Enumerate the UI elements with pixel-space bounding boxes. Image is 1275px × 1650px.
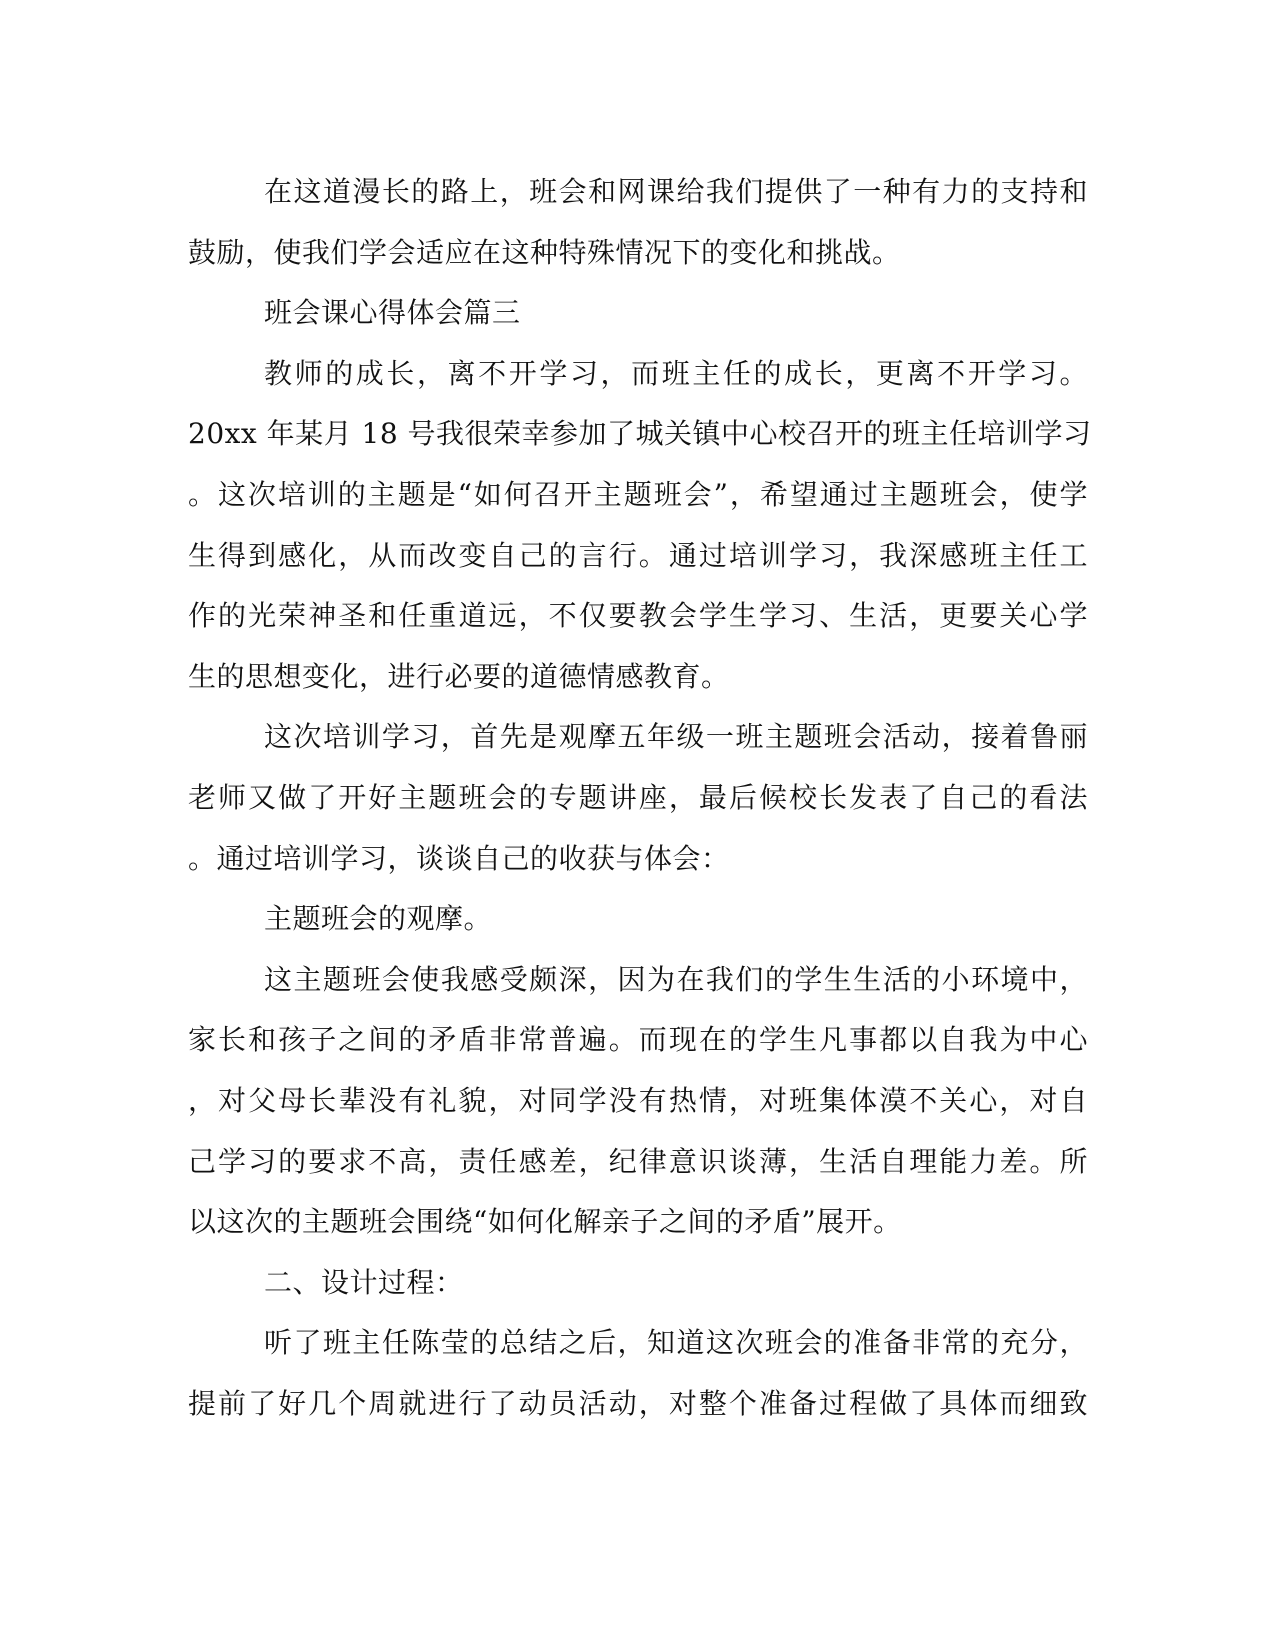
paragraph-line: 生得到感化，从而改变自己的言行。通过培训学习，我深感班主任工 (188, 538, 1088, 572)
paragraph-line: 提前了好几个周就进行了动员活动，对整个准备过程做了具体而细致 (188, 1386, 1088, 1420)
paragraph-line: 这次培训学习，首先是观摩五年级一班主题班会活动，接着鲁丽 (264, 720, 1088, 754)
section-heading: 二、设计过程： (264, 1265, 464, 1299)
paragraph-line: 教师的成长，离不开学习，而班主任的成长，更离不开学习。 (264, 356, 1088, 390)
paragraph-line: ，对父母长辈没有礼貌，对同学没有热情，对班集体漠不关心，对自 (188, 1083, 1088, 1117)
paragraph-line: 鼓励，使我们学会适应在这种特殊情况下的变化和挑战。 (188, 235, 901, 269)
paragraph-line: 。通过培训学习，谈谈自己的收获与体会： (188, 841, 730, 875)
paragraph-line: 作的光荣神圣和任重道远，不仅要教会学生学习、生活，更要关心学 (188, 599, 1088, 633)
paragraph-line: 。这次培训的主题是“如何召开主题班会”，希望通过主题班会，使学 (188, 477, 1088, 511)
paragraph-line: 这主题班会使我感受颇深，因为在我们的学生生活的小环境中， (264, 962, 1088, 996)
paragraph-line: 生的思想变化，进行必要的道德情感教育。 (188, 659, 730, 693)
section-heading: 班会课心得体会篇三 (264, 296, 521, 330)
paragraph-line: 以这次的主题班会围绕“如何化解亲子之间的矛盾”展开。 (188, 1205, 902, 1239)
paragraph-line: 20xx 年某月 18 号我很荣幸参加了城关镇中心校召开的班主任培训学习 (188, 417, 1092, 451)
document-body (188, 162, 1092, 1434)
paragraph-line: 听了班主任陈莹的总结之后，知道这次班会的准备非常的充分， (264, 1326, 1088, 1360)
paragraph-line: 在这道漫长的路上，班会和网课给我们提供了一种有力的支持和 (264, 175, 1088, 208)
paragraph-line: 家长和孩子之间的矛盾非常普遍。而现在的学生凡事都以自我为中心 (188, 1023, 1088, 1057)
section-heading: 主题班会的观摩。 (264, 902, 493, 936)
paragraph-line: 老师又做了开好主题班会的专题讲座，最后候校长发表了自己的看法 (188, 780, 1088, 814)
paragraph-line: 己学习的要求不高，责任感差，纪律意识谈薄，生活自理能力差。所 (188, 1144, 1088, 1178)
